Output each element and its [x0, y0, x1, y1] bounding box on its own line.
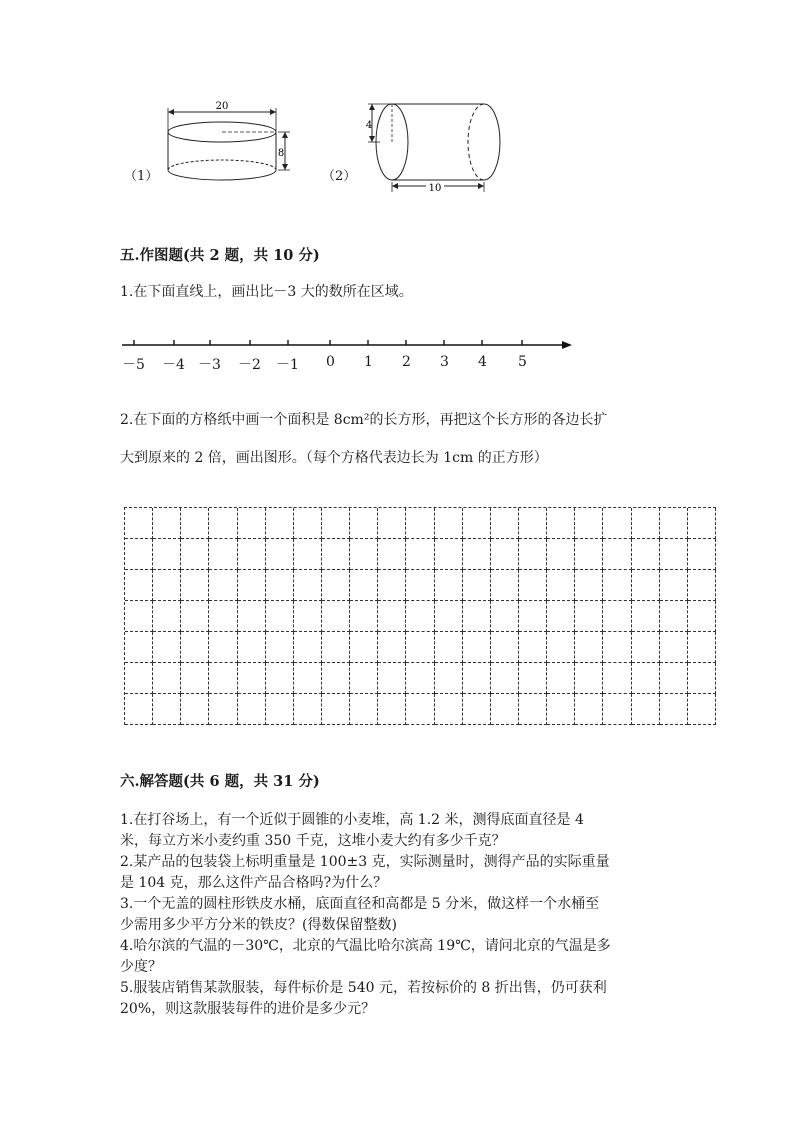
- grid-cell[interactable]: [632, 601, 660, 632]
- number-line-label: 1: [364, 354, 373, 370]
- grid-cell[interactable]: [660, 601, 688, 632]
- grid-cell[interactable]: [575, 601, 603, 632]
- grid-cell[interactable]: [209, 663, 237, 694]
- grid-cell[interactable]: [688, 539, 716, 570]
- grid-cell[interactable]: [519, 632, 547, 663]
- grid-cell[interactable]: [463, 632, 491, 663]
- question-text-line: 1.在打谷场上，有一个近似于圆锥的小麦堆，高 1.2 米，测得底面直径是 4: [120, 812, 584, 828]
- grid-cell[interactable]: [125, 601, 153, 632]
- grid-cell[interactable]: [406, 570, 434, 601]
- grid-cell[interactable]: [406, 601, 434, 632]
- grid-cell[interactable]: [125, 570, 153, 601]
- question-text-line: 少需用多少平方分米的铁皮？(得数保留整数): [120, 917, 397, 933]
- grid-cell[interactable]: [603, 508, 631, 539]
- question-text-line: 是 104 克，那么这件产品合格吗?为什么？: [120, 875, 388, 891]
- grid-cell[interactable]: [238, 539, 266, 570]
- number-line-label: －3: [198, 357, 221, 373]
- grid-cell[interactable]: [632, 663, 660, 694]
- grid-cell[interactable]: [688, 694, 716, 725]
- grid-paper[interactable]: [124, 507, 716, 725]
- number-line-label: 3: [440, 354, 449, 370]
- grid-cell[interactable]: [153, 663, 181, 694]
- grid-cell[interactable]: [378, 508, 406, 539]
- section6-title: 六.解答题(共 6 题，共 31 分): [120, 773, 320, 790]
- number-line-label: －4: [162, 357, 185, 373]
- grid-cell[interactable]: [575, 632, 603, 663]
- question-text-line: 20%，则这款服装每件的进价是多少元？: [120, 1001, 376, 1017]
- grid-cell[interactable]: [181, 694, 209, 725]
- section5-question-2-line-1: 2.在下面的方格纸中画一个面积是 8cm²的长方形，再把这个长方形的各边长扩: [120, 412, 608, 428]
- grid-cell[interactable]: [547, 539, 575, 570]
- grid-cell[interactable]: [238, 663, 266, 694]
- grid-cell[interactable]: [575, 663, 603, 694]
- question-text-line: 少度？: [120, 959, 162, 975]
- grid-cell[interactable]: [603, 663, 631, 694]
- grid-cell[interactable]: [322, 663, 350, 694]
- grid-cell[interactable]: [378, 601, 406, 632]
- grid-cell[interactable]: [688, 570, 716, 601]
- grid-cell[interactable]: [463, 508, 491, 539]
- section5-question-2-line-2: 大到原来的 2 倍，画出图形。（每个方格代表边长为 1cm 的正方形）: [120, 450, 548, 466]
- grid-cell[interactable]: [491, 694, 519, 725]
- grid-cell[interactable]: [603, 601, 631, 632]
- grid-cell[interactable]: [632, 694, 660, 725]
- grid-cell[interactable]: [435, 601, 463, 632]
- grid-cell[interactable]: [266, 601, 294, 632]
- question-text-line: 4.哈尔滨的气温的－30℃，北京的气温比哈尔滨高 19℃，请问北京的气温是多: [120, 938, 611, 954]
- grid-cell[interactable]: [406, 663, 434, 694]
- grid-cell[interactable]: [350, 570, 378, 601]
- section5-title: 五.作图题(共 2 题，共 10 分): [120, 247, 320, 264]
- grid-cell[interactable]: [435, 632, 463, 663]
- grid-cell[interactable]: [378, 632, 406, 663]
- section5-question-1: 1.在下面直线上，画出比－3 大的数所在区域。: [120, 284, 413, 300]
- grid-cell[interactable]: [519, 663, 547, 694]
- grid-cell[interactable]: [266, 508, 294, 539]
- grid-cell[interactable]: [322, 539, 350, 570]
- grid-cell[interactable]: [632, 539, 660, 570]
- grid-cell[interactable]: [547, 663, 575, 694]
- grid-cell[interactable]: [547, 632, 575, 663]
- cylinder-figure-2: [362, 96, 512, 198]
- grid-cell[interactable]: [181, 663, 209, 694]
- question-text-line: 米，每立方米小麦约重 350 千克，这堆小麦大约有多少千克？: [120, 833, 506, 849]
- grid-cell[interactable]: [406, 632, 434, 663]
- fig1-diameter-label: 20: [215, 101, 229, 112]
- grid-cell[interactable]: [294, 663, 322, 694]
- grid-cell[interactable]: [322, 694, 350, 725]
- fig1-height-label: 8: [277, 148, 285, 159]
- grid-cell[interactable]: [209, 694, 237, 725]
- number-line-label: －1: [276, 357, 299, 373]
- grid-cell[interactable]: [181, 632, 209, 663]
- grid-cell[interactable]: [266, 570, 294, 601]
- grid-cell[interactable]: [378, 694, 406, 725]
- grid-cell[interactable]: [266, 632, 294, 663]
- question-text-line: 2.某产品的包装袋上标明重量是 100±3 克，实际测量时，测得产品的实际重量: [120, 854, 610, 870]
- grid-cell[interactable]: [463, 694, 491, 725]
- grid-cell[interactable]: [575, 694, 603, 725]
- grid-cell[interactable]: [238, 694, 266, 725]
- grid-cell[interactable]: [125, 539, 153, 570]
- grid-cell[interactable]: [435, 663, 463, 694]
- question-text-line: 5.服装店销售某款服装，每件标价是 540 元，若按标价的 8 折出售，仍可获利: [120, 980, 607, 996]
- grid-cell[interactable]: [519, 694, 547, 725]
- grid-cell[interactable]: [209, 508, 237, 539]
- grid-cell[interactable]: [463, 663, 491, 694]
- grid-cell[interactable]: [547, 570, 575, 601]
- grid-cell[interactable]: [575, 570, 603, 601]
- grid-cell[interactable]: [294, 601, 322, 632]
- grid-cell[interactable]: [266, 694, 294, 725]
- grid-cell[interactable]: [660, 632, 688, 663]
- grid-cell[interactable]: [688, 508, 716, 539]
- grid-cell[interactable]: [660, 570, 688, 601]
- grid-cell[interactable]: [491, 601, 519, 632]
- grid-cell[interactable]: [153, 601, 181, 632]
- grid-cell[interactable]: [435, 539, 463, 570]
- grid-cell[interactable]: [406, 539, 434, 570]
- grid-cell[interactable]: [125, 632, 153, 663]
- grid-cell[interactable]: [350, 539, 378, 570]
- figure-1-label: （1）: [124, 169, 159, 184]
- grid-cell[interactable]: [266, 663, 294, 694]
- grid-cell[interactable]: [406, 508, 434, 539]
- grid-cell[interactable]: [350, 601, 378, 632]
- grid-cell[interactable]: [603, 570, 631, 601]
- grid-cell[interactable]: [519, 570, 547, 601]
- grid-cell[interactable]: [491, 570, 519, 601]
- grid-cell[interactable]: [378, 539, 406, 570]
- grid-cell[interactable]: [491, 663, 519, 694]
- number-line-arrow-icon: [562, 341, 572, 349]
- grid-cell[interactable]: [547, 601, 575, 632]
- grid-cell[interactable]: [378, 663, 406, 694]
- number-line-label: 5: [518, 354, 527, 370]
- grid-cell[interactable]: [153, 694, 181, 725]
- section6-questions: [120, 810, 720, 1020]
- grid-cell[interactable]: [435, 694, 463, 725]
- grid-cell[interactable]: [519, 601, 547, 632]
- number-line: [122, 338, 574, 352]
- grid-cell[interactable]: [603, 694, 631, 725]
- grid-cell[interactable]: [238, 632, 266, 663]
- grid-cell[interactable]: [238, 570, 266, 601]
- grid-cell[interactable]: [153, 570, 181, 601]
- grid-cell[interactable]: [603, 539, 631, 570]
- grid-cell[interactable]: [294, 539, 322, 570]
- grid-cell[interactable]: [209, 539, 237, 570]
- number-line-label: 2: [402, 354, 411, 370]
- grid-cell[interactable]: [209, 601, 237, 632]
- grid-cell[interactable]: [688, 632, 716, 663]
- grid-cell[interactable]: [547, 694, 575, 725]
- grid-cell[interactable]: [322, 508, 350, 539]
- grid-cell[interactable]: [660, 694, 688, 725]
- question-text-line: 3.一个无盖的圆柱形铁皮水桶，底面直径和高都是 5 分米，做这样一个水桶至: [120, 896, 600, 912]
- grid-cell[interactable]: [688, 601, 716, 632]
- grid-cell[interactable]: [660, 539, 688, 570]
- grid-cell[interactable]: [660, 663, 688, 694]
- grid-cell[interactable]: [463, 539, 491, 570]
- figure-2-label: （2）: [322, 169, 357, 184]
- grid-cell[interactable]: [406, 694, 434, 725]
- grid-cell[interactable]: [125, 663, 153, 694]
- grid-cell[interactable]: [322, 632, 350, 663]
- grid-cell[interactable]: [238, 601, 266, 632]
- number-line-label: －2: [238, 357, 261, 373]
- grid-cell[interactable]: [575, 539, 603, 570]
- grid-cell[interactable]: [238, 508, 266, 539]
- grid-cell[interactable]: [519, 539, 547, 570]
- grid-cell[interactable]: [519, 508, 547, 539]
- grid-cell[interactable]: [294, 694, 322, 725]
- grid-cell[interactable]: [350, 632, 378, 663]
- grid-cell[interactable]: [688, 663, 716, 694]
- grid-cell[interactable]: [435, 570, 463, 601]
- grid-cell[interactable]: [125, 508, 153, 539]
- grid-cell[interactable]: [181, 508, 209, 539]
- grid-cell[interactable]: [603, 632, 631, 663]
- grid-cell[interactable]: [294, 632, 322, 663]
- grid-cell[interactable]: [463, 570, 491, 601]
- grid-cell[interactable]: [209, 632, 237, 663]
- grid-cell[interactable]: [153, 508, 181, 539]
- grid-cell[interactable]: [632, 508, 660, 539]
- grid-cell[interactable]: [294, 508, 322, 539]
- grid-cell[interactable]: [350, 508, 378, 539]
- grid-cell[interactable]: [350, 663, 378, 694]
- grid-cell[interactable]: [209, 570, 237, 601]
- grid-cell[interactable]: [378, 570, 406, 601]
- grid-cell[interactable]: [294, 570, 322, 601]
- number-line-label: 4: [478, 354, 487, 370]
- grid-cell[interactable]: [322, 570, 350, 601]
- grid-cell[interactable]: [660, 508, 688, 539]
- grid-cell[interactable]: [435, 508, 463, 539]
- grid-cell[interactable]: [322, 601, 350, 632]
- grid-cell[interactable]: [463, 601, 491, 632]
- grid-cell[interactable]: [632, 570, 660, 601]
- grid-cell[interactable]: [181, 539, 209, 570]
- grid-cell[interactable]: [153, 539, 181, 570]
- grid-cell[interactable]: [632, 632, 660, 663]
- grid-cell[interactable]: [575, 508, 603, 539]
- grid-cell[interactable]: [125, 694, 153, 725]
- grid-cell[interactable]: [266, 539, 294, 570]
- cylinder-figure-1: [160, 98, 300, 193]
- grid-cell[interactable]: [153, 632, 181, 663]
- number-line-label: 0: [326, 354, 335, 370]
- fig2-length-label: 10: [428, 183, 442, 194]
- grid-cell[interactable]: [491, 539, 519, 570]
- grid-cell[interactable]: [491, 508, 519, 539]
- grid-cell[interactable]: [547, 508, 575, 539]
- grid-cell[interactable]: [491, 632, 519, 663]
- grid-cell[interactable]: [181, 601, 209, 632]
- grid-cell[interactable]: [350, 694, 378, 725]
- number-line-labels: [122, 354, 574, 376]
- grid-cell[interactable]: [181, 570, 209, 601]
- number-line-label: －5: [122, 357, 145, 373]
- fig2-diameter-label: 4: [365, 120, 373, 131]
